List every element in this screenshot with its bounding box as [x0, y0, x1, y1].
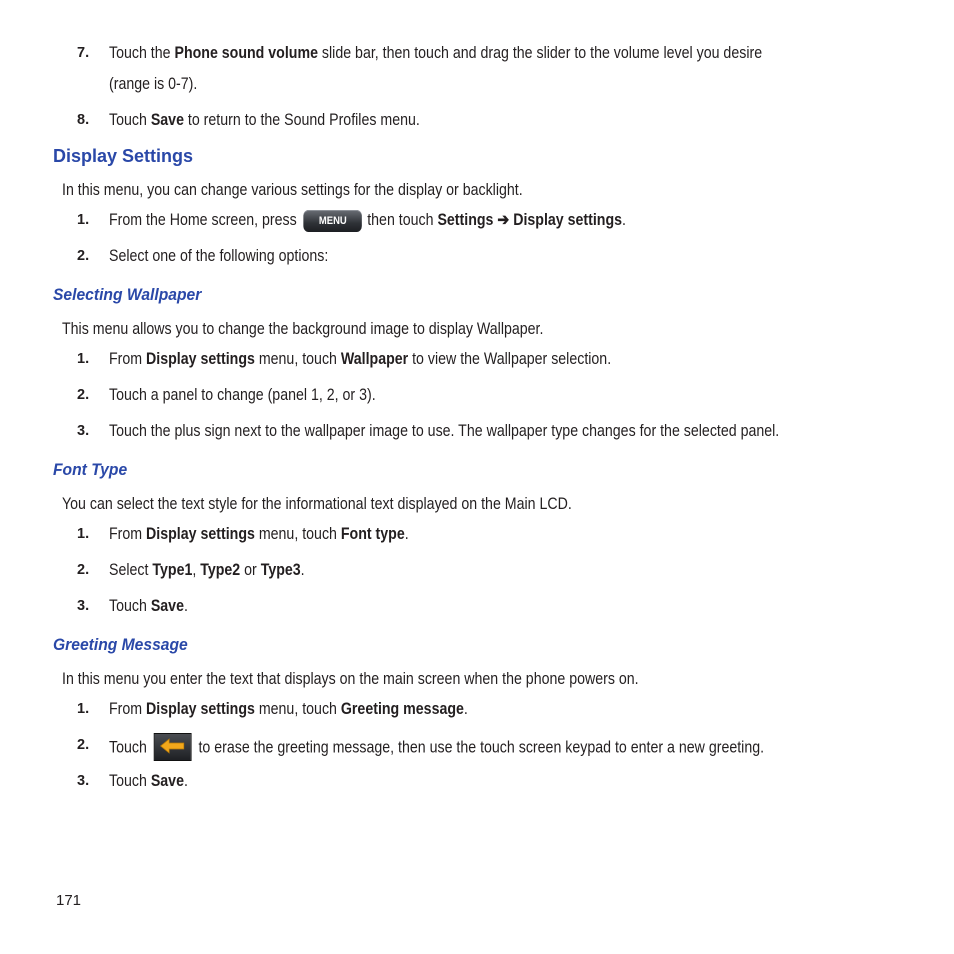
menu-key-icon: MENU [304, 210, 362, 232]
section-intro: You can select the text style for the informational text displayed on the Main LCD. [62, 495, 572, 513]
step-text: From Display settings menu, touch Font type. [109, 525, 409, 543]
step-text: Touch Save to return to the Sound Profiles menu. [109, 111, 420, 129]
step-number: 8. [77, 112, 90, 128]
step-number: 3. [77, 598, 90, 614]
step-text: From Display settings menu, touch Greeting message. [109, 700, 468, 718]
step-number: 1. [77, 701, 90, 717]
subsection-heading: Greeting Message [53, 635, 188, 654]
subsection-heading: Selecting Wallpaper [53, 285, 202, 304]
back-arrow-icon [154, 733, 192, 761]
step-text: Touch Save. [109, 597, 188, 615]
step-text: From Display settings menu, touch Wallpaper to view the Wallpaper selection. [109, 350, 612, 368]
step-number: 3. [77, 423, 90, 439]
step-number: 1. [77, 526, 90, 542]
step-number: 7. [77, 45, 90, 61]
step-number: 1. [77, 212, 90, 228]
section-intro: In this menu, you can change various settings for the display or backlight. [62, 181, 523, 199]
section-intro: In this menu you enter the text that displays on the main screen when the phone powers on. [62, 670, 639, 688]
step-text: From the Home screen, press MENU then touch Settings ➔ Display settings. [109, 209, 626, 232]
step-text: Touch to erase the greeting message, then use the touch screen keypad to enter a new greeting. [109, 734, 764, 762]
step-number: 2. [77, 737, 90, 753]
step-number: 2. [77, 387, 90, 403]
step-number: 1. [77, 351, 90, 367]
step-number: 2. [77, 562, 90, 578]
page-number: 171 [56, 892, 82, 909]
step-text: Touch the plus sign next to the wallpaper image to use. The wallpaper type changes for the selected panel. [109, 422, 780, 440]
section-heading: Display Settings [53, 146, 194, 166]
step-text: Touch Save. [109, 772, 188, 790]
step-text: Touch a panel to change (panel 1, 2, or 3). [109, 386, 376, 404]
step-text: Select Type1, Type2 or Type3. [109, 561, 305, 579]
section-intro: This menu allows you to change the background image to display Wallpaper. [62, 320, 544, 338]
subsection-heading: Font Type [53, 460, 128, 479]
step-text-continued: (range is 0-7). [109, 75, 198, 93]
step-text: Touch the Phone sound volume slide bar, then touch and drag the slider to the volume level you desire [109, 44, 763, 62]
step-number: 2. [77, 248, 90, 264]
step-text: Select one of the following options: [109, 247, 329, 265]
step-number: 3. [77, 773, 90, 789]
